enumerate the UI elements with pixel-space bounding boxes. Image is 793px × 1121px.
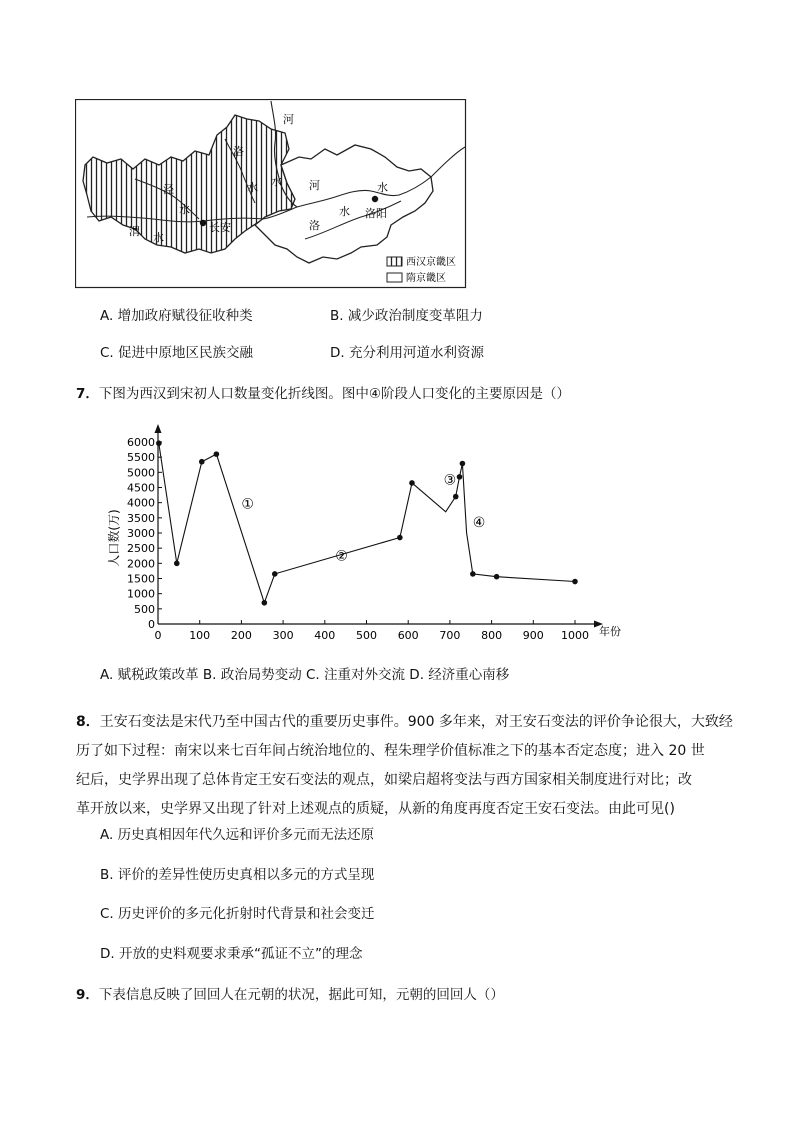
chart-stage-label: ③ — [443, 472, 457, 489]
chart-data-point — [397, 535, 403, 541]
chart-x-tick-label: 0 — [154, 629, 162, 642]
q6-option-c: C. 促进中原地区民族交融 — [100, 345, 254, 361]
luoyang-dot — [372, 196, 378, 202]
chart-ylabel: 人口数(万) — [107, 509, 121, 567]
q8-option-d: D. 开放的史料观要求秉承“孤证不立”的理念 — [100, 946, 363, 962]
chart-xlabel: 年份 — [599, 625, 621, 638]
map-label-luo-lower: 洛 — [309, 219, 320, 232]
chart-stage-label: ② — [335, 548, 348, 565]
chart-data-point — [409, 480, 415, 486]
chart-data-point — [494, 574, 500, 580]
chart-x-tick-label: 900 — [522, 629, 544, 642]
q8-stem — [76, 708, 733, 824]
chart-y-tick-label: 1000 — [127, 587, 155, 601]
q8-line-2: 历了如下过程：南宋以来七百年间占统治地位的、程朱理学价值标准之下的基本否定态度；进入 20 世 — [76, 743, 705, 759]
chart-y-tick-label: 4000 — [127, 496, 155, 510]
chart-x-tick-label: 1000 — [561, 629, 589, 642]
map-label-shui-east: 水 — [377, 181, 388, 194]
chart-data-point — [174, 561, 180, 567]
chart-y-tick-label: 2500 — [127, 542, 155, 556]
chart-x-tick-label: 400 — [314, 629, 336, 642]
chart-data-point — [199, 459, 205, 465]
chart-y-tick-label: 2000 — [127, 557, 155, 571]
chart-data-point — [272, 571, 278, 577]
legend-label-sui: 隋京畿区 — [406, 273, 446, 284]
chart-data-point — [156, 440, 162, 446]
legend-swatch-sui — [387, 273, 402, 282]
chart-y-tick-label: 1500 — [127, 572, 155, 586]
q6-option-d: D. 充分利用河道水利资源 — [330, 345, 484, 361]
map-label-shui-mid: 水 — [247, 181, 258, 194]
q7-stem: 下图为西汉到宋初人口数量变化折线图。图中④阶段人口变化的主要原因是（） — [98, 386, 571, 402]
q6-option-b: B. 减少政治制度变革阻力 — [330, 308, 483, 324]
chart-y-tick-label: 5000 — [127, 466, 155, 480]
map-label-luoyang: 洛阳 — [365, 207, 387, 220]
q8-option-b: B. 评价的差异性使历史真相以多元的方式呈现 — [100, 867, 375, 883]
chart-stage-label: ④ — [472, 514, 486, 531]
chart-y-tick-label: 3000 — [127, 527, 155, 540]
map-label-he-top: 河 — [283, 113, 294, 126]
legend-label-xihan: 西汉京畿区 — [406, 257, 456, 268]
q6-option-a: A. 增加政府赋役征收种类 — [100, 308, 253, 324]
chart-y-tick-label: 3500 — [127, 511, 155, 525]
chart-y-axis-arrow — [155, 424, 162, 433]
q8-line-3: 纪后，史学界出现了总体肯定王安石变法的观点，如梁启超将变法与西方国家相关制度进行对比；改 — [76, 772, 692, 788]
q8-line-1: 王安石变法是宋代乃至中国古代的重要历史事件。900 多年来，对王安石变法的评价争论很大，大致经 — [99, 714, 733, 730]
map-label-he-mid: 河 — [309, 179, 320, 192]
map-label-shui-wei: 水 — [153, 231, 164, 244]
population-chart — [100, 420, 640, 645]
q9-number: 9． — [76, 987, 99, 1003]
map-label-wei: 渭 — [129, 225, 140, 238]
chart-data-point — [460, 461, 466, 467]
chart-data-point — [214, 451, 220, 457]
chart-x-tick-label: 300 — [272, 629, 294, 642]
q8-number: 8． — [76, 714, 100, 730]
chart-data-point — [457, 474, 463, 480]
chart-x-tick-label: 800 — [481, 629, 503, 642]
q7-question — [76, 384, 570, 404]
chart-data-point — [470, 571, 476, 577]
chart-x-tick-label: 700 — [439, 629, 461, 642]
map-label-shui-right: 水 — [271, 175, 282, 188]
chart-data-point — [453, 494, 459, 500]
chart-x-tick-label: 200 — [230, 629, 252, 642]
map-label-jing: 泾 — [163, 183, 174, 196]
q8-line-4: 革开放以来，史学界又出现了针对上述观点的质疑，从新的角度再度否定王安石变法。由此可见() — [76, 801, 675, 817]
q8-option-c: C. 历史评价的多元化折射时代背景和社会变迁 — [100, 906, 375, 922]
q9-question — [76, 985, 504, 1005]
chart-y-tick-label: 0 — [148, 618, 155, 631]
map-figure — [75, 99, 467, 289]
chart-data-point — [262, 600, 268, 606]
chart-stage-label: ① — [241, 496, 254, 513]
q9-stem: 下表信息反映了回回人在元朝的状况，据此可知，元朝的回回人（） — [98, 987, 504, 1003]
chart-x-tick-label: 100 — [189, 629, 211, 642]
q7-options: A. 赋税政策改革 B. 政治局势变动 C. 注重对外交流 D. 经济重心南移 — [100, 667, 510, 683]
q7-number: 7． — [76, 386, 99, 402]
chart-y-tick-label: 6000 — [127, 436, 155, 449]
chart-y-tick-label: 4500 — [127, 481, 155, 495]
chart-y-tick-label: 500 — [134, 602, 155, 616]
chart-series-line — [159, 443, 575, 603]
chart-data-point — [572, 579, 578, 585]
chart-x-tick-label: 600 — [397, 629, 419, 642]
legend-swatch-xihan — [387, 257, 402, 266]
chart-y-tick-label: 5500 — [127, 451, 155, 465]
chart-x-tick-label: 500 — [356, 629, 377, 642]
map-label-shui-jing: 水 — [179, 203, 190, 216]
map-label-changan: 长安 — [209, 221, 231, 234]
q8-option-a: A. 历史真相因年代久远和评价多元而无法还原 — [100, 827, 375, 843]
map-label-shui-luo: 水 — [339, 205, 350, 218]
changan-dot — [200, 220, 206, 226]
map-label-luo-upper: 洛 — [233, 145, 244, 158]
